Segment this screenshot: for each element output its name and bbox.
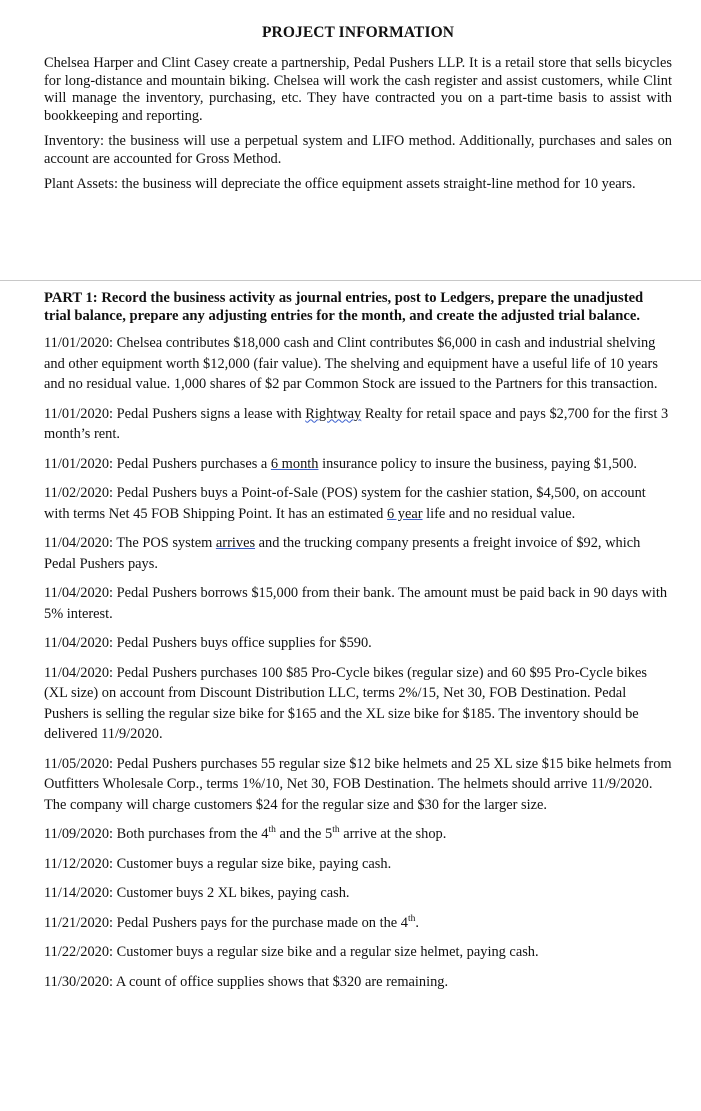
entry-1121-payment: 11/21/2020: Pedal Pushers pays for the purchase made on the 4th. bbox=[44, 913, 419, 931]
grammar-mark-6-year: 6 year bbox=[386, 505, 423, 522]
project-title: PROJECT INFORMATION bbox=[261, 24, 455, 41]
entry-1104-office-supplies: 11/04/2020: Pedal Pushers buys office supplies for $590. bbox=[44, 635, 372, 652]
entry-1102-pos-system: 11/02/2020: Pedal Pushers buys a Point-of-Sale (POS) system for the cashier station, $4,500, on account with terms Net 45 FOB Shipping Point. It has an estimated 6 year life and no residual value. bbox=[44, 485, 646, 522]
plant-assets-paragraph: Plant Assets: the business will depreciate the office equipment assets straight-line method for 10 years. bbox=[44, 176, 636, 192]
entry-1104-bike-purchase: 11/04/2020: Pedal Pushers purchases 100 $85 Pro-Cycle bikes (regular size) and 60 $95 Pro-Cycle bikes (XL size) on account from Discount Distribution LLC, terms 2%/15, Net 30, FOB Destination. Pedal Pushers is selling the regular size bike for $165 and the XL size bike for $185. The inventory should be delivered 11/9/2020. bbox=[44, 664, 647, 743]
grammar-mark-arrives: arrives bbox=[215, 535, 256, 552]
entry-1109-arrival: 11/09/2020: Both purchases from the 4th and the 5th arrive at the shop. bbox=[44, 825, 447, 843]
entry-1112-sale: 11/12/2020: Customer buys a regular size bike, paying cash. bbox=[44, 855, 392, 872]
entry-1122-sale: 11/22/2020: Customer buys a regular size bike and a regular size helmet, paying cash. bbox=[44, 944, 539, 961]
section-divider bbox=[0, 280, 701, 281]
entry-1105-helmet-purchase: 11/05/2020: Pedal Pushers purchases 55 regular size $12 bike helmets and 25 XL size $15 bike helmets from Outfitters Wholesale Corp., terms 1%/10, Net 30, FOB Destination. The helmets should arrive 11/9/2020. The company will charge customers $24 for the regular size and $30 for the larger size. bbox=[44, 755, 672, 813]
intro-paragraph: Chelsea Harper and Clint Casey create a partnership, Pedal Pushers LLP. It is a retail store that sells bicycles for long-distance and mountain biking. Chelsea will work the cash register and assist customers, while Clint will manage the inventory, purchasing, etc. They have contracted you on a part-time basis to assist with bookkeeping and reporting. bbox=[44, 55, 672, 124]
entry-1114-sale: 11/14/2020: Customer buys 2 XL bikes, paying cash. bbox=[44, 885, 350, 902]
entry-1101-contributions: 11/01/2020: Chelsea contributes $18,000 cash and Clint contributes $6,000 in cash and industrial shelving and other equipment worth $12,000 (fair value). The shelving and equipment have a useful life of 10 years and no residual value. 1,000 shares of $2 par Common Stock are issued to the Partners for this transaction. bbox=[44, 335, 658, 393]
project-information-section bbox=[44, 24, 672, 202]
entry-1101-lease: 11/01/2020: Pedal Pushers signs a lease with Rightway Realty for retail space and pays $2,700 for the first 3 month’s rent. bbox=[44, 405, 669, 443]
entry-1104-freight: 11/04/2020: The POS system arrives and the trucking company presents a freight invoice of $92, which Pedal Pushers pays. bbox=[44, 535, 641, 572]
inventory-paragraph: Inventory: the business will use a perpetual system and LIFO method. Additionally, purchases and sales on account are accounted for Gross Method. bbox=[44, 133, 672, 167]
entry-1130-supplies-count: 11/30/2020: A count of office supplies shows that $320 are remaining. bbox=[44, 973, 449, 990]
entry-1104-loan: 11/04/2020: Pedal Pushers borrows $15,000 from their bank. The amount must be paid back in 90 days with 5% interest. bbox=[44, 585, 668, 622]
part1-heading: PART 1: Record the business activity as journal entries, post to Ledgers, prepare the unadjusted trial balance, prepare any adjusting entries for the month, and create the adjusted trial balance. bbox=[44, 290, 644, 324]
spellcheck-rightway: Rightway bbox=[305, 405, 362, 422]
grammar-mark-6-month: 6 month bbox=[270, 455, 319, 472]
entry-1101-insurance: 11/01/2020: Pedal Pushers purchases a 6 month insurance policy to insure the business, paying $1,500. bbox=[44, 455, 638, 472]
part1-section bbox=[44, 290, 672, 1001]
